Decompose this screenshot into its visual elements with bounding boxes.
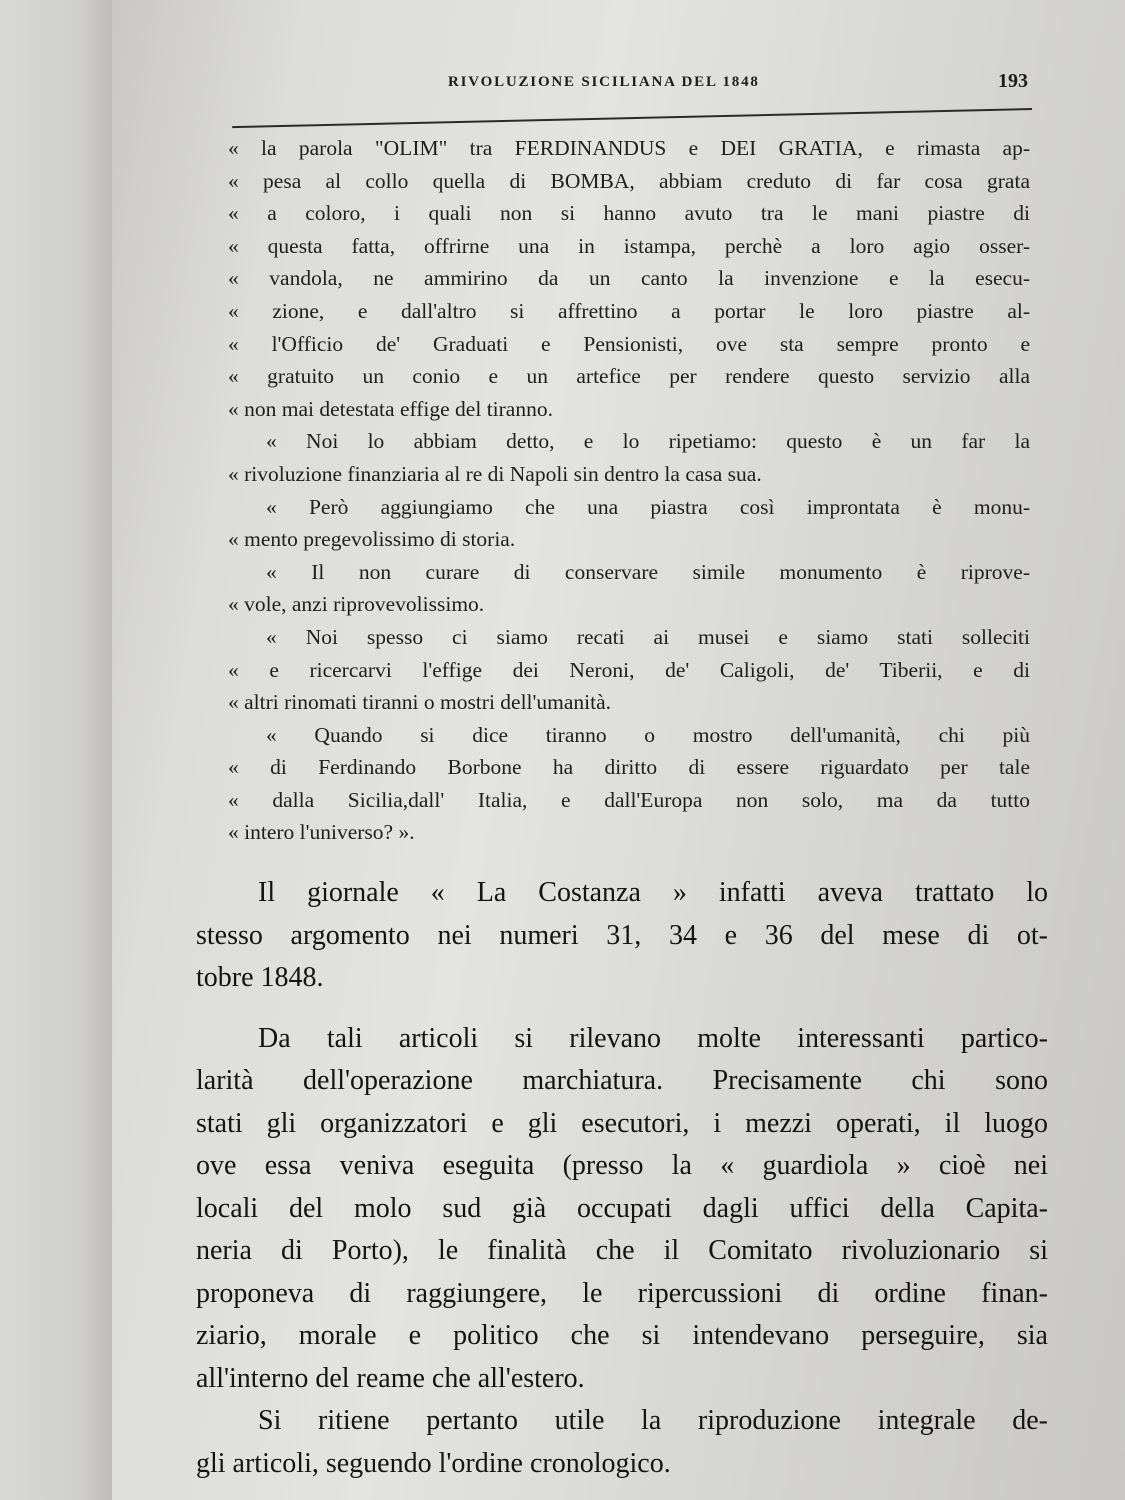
body-line: stati gli organizzatori e gli esecutori, i mezzi operati, il luogo bbox=[196, 1107, 1048, 1139]
quote-line: « Noi spesso ci siamo recati ai musei e siamo stati solleciti bbox=[266, 624, 1030, 649]
body-line: larità dell'operazione marchiatura. Precisamente chi sono bbox=[196, 1065, 1048, 1096]
quote-line: « mento pregevolissimo di storia. bbox=[228, 527, 516, 552]
body-line: neria di Porto), le finalità che il Comitato rivoluzionario si bbox=[196, 1235, 1048, 1266]
quote-line: « zione, e dall'altro si affrettino a portar le loro piastre al- bbox=[228, 298, 1030, 323]
body-line: locali del molo sud già occupati dagli uffici della Capita- bbox=[196, 1192, 1048, 1224]
body-line: tobre 1848. bbox=[196, 962, 324, 993]
quote-line: « non mai detestata effige del tiranno. bbox=[228, 396, 553, 421]
quote-line: « intero l'universo? ». bbox=[228, 820, 415, 845]
quote-line: « altri rinomati tiranni o mostri dell'umanità. bbox=[228, 690, 612, 715]
quote-line: « di Ferdinando Borbone ha diritto di essere riguardato per tale bbox=[228, 755, 1030, 780]
running-title: RIVOLUZIONE SICILIANA DEL 1848 bbox=[448, 74, 760, 90]
quote-line: « gratuito un conio e un artefice per rendere questo servizio alla bbox=[228, 364, 1030, 389]
quote-line: « Noi lo abbiam detto, e lo ripetiamo: questo è un far la bbox=[266, 429, 1030, 454]
quote-line: « Quando si dice tiranno o mostro dell'umanità, chi più bbox=[266, 722, 1030, 747]
page-header bbox=[448, 70, 1028, 100]
body-line: Si ritiene pertanto utile la riproduzione integrale de- bbox=[258, 1405, 1048, 1436]
body-line: Il giornale « La Costanza » infatti aveva trattato lo bbox=[258, 877, 1048, 908]
body-line: all'interno del reame che all'estero. bbox=[196, 1362, 585, 1394]
body-line: gli articoli, seguendo l'ordine cronologico. bbox=[196, 1447, 671, 1479]
quote-line: « vole, anzi riprovevolissimo. bbox=[228, 592, 485, 617]
quote-line: « Il non curare di conservare simile monumento è riprove- bbox=[266, 559, 1030, 584]
quote-line: « rivoluzione finanziaria al re di Napoli sin dentro la casa sua. bbox=[228, 461, 762, 486]
page-number: 193 bbox=[998, 70, 1028, 92]
paragraph-gap bbox=[196, 1000, 1048, 1018]
quote-line: « pesa al collo quella di BOMBA, abbiam creduto di far cosa grata bbox=[228, 168, 1030, 193]
quote-line: « e ricercarvi l'effige dei Neroni, de' Caligoli, de' Tiberii, e di bbox=[228, 657, 1030, 682]
body-line: ziario, morale e politico che si intendevano perseguire, sia bbox=[196, 1320, 1048, 1351]
body-line: stesso argomento nei numeri 31, 34 e 36 del mese di ot- bbox=[196, 919, 1048, 951]
quote-line: « la parola "OLIM" tra FERDINANDUS e DEI GRATIA, e rimasta ap- bbox=[228, 136, 1030, 160]
body-line: proponeva di raggiungere, le ripercussioni di ordine finan- bbox=[196, 1277, 1048, 1309]
quoted-passage bbox=[228, 132, 1030, 849]
header-rule bbox=[232, 108, 1032, 128]
body-line: ove essa veniva eseguita (presso la « guardiola » cioè nei bbox=[196, 1150, 1048, 1181]
body-text bbox=[196, 872, 1048, 1485]
page-margin-edge bbox=[0, 0, 112, 1500]
body-line: Da tali articoli si rilevano molte interessanti partico- bbox=[258, 1022, 1048, 1054]
quote-line: « Però aggiungiamo che una piastra così improntata è monu- bbox=[266, 494, 1030, 519]
quote-line: « questa fatta, offrirne una in istampa, perchè a loro agio osser- bbox=[228, 233, 1030, 258]
quote-line: « vandola, ne ammirino da un canto la invenzione e la esecu- bbox=[228, 266, 1030, 291]
quote-line: « l'Officio de' Graduati e Pensionisti, ove sta sempre pronto e bbox=[228, 331, 1030, 356]
quote-line: « dalla Sicilia,dall' Italia, e dall'Europa non solo, ma da tutto bbox=[228, 787, 1030, 812]
quote-line: « a coloro, i quali non si hanno avuto tra le mani piastre di bbox=[228, 201, 1030, 226]
